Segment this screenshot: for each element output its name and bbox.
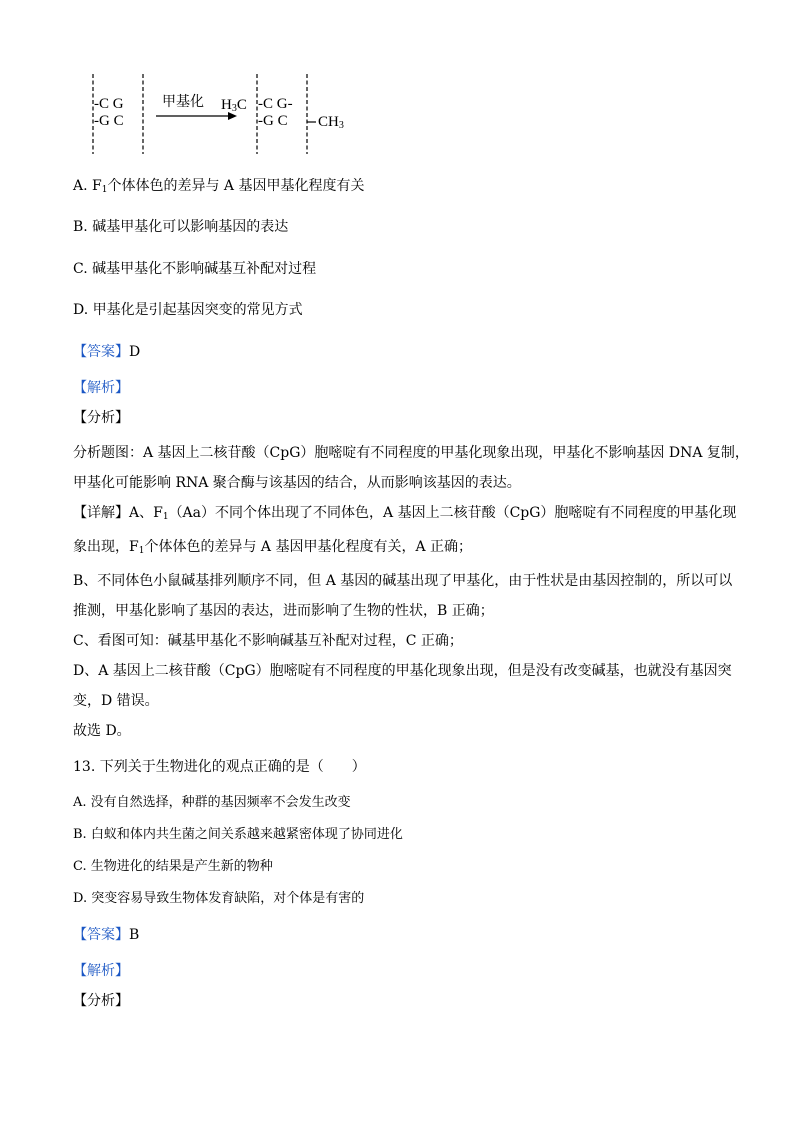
xiangjie-b-line-1: B、不同体色小鼠碱基排列顺序不同，但 A 基因的碱基出现了甲基化，由于性状是由基因控制的，所以可以 — [73, 573, 733, 589]
q13-answer: 【答案】B — [73, 927, 140, 943]
q12-answer — [73, 341, 140, 363]
xiangjie-d-line-2: 变，D 错误。 — [73, 693, 159, 709]
xiangjie-c-line: C、看图可知：碱基甲基化不影响碱基互补配对过程，C 正确； — [73, 633, 463, 649]
q13-option-d: D. 突变容易导致生物体发育缺陷，对个体是有害的 — [73, 891, 365, 906]
q13-option-a: A. 没有自然选择，种群的基因频率不会发生改变 — [73, 795, 351, 810]
q12-analysis-label: 【解析】 — [73, 380, 129, 396]
q13-analysis-label: 【解析】 — [73, 963, 129, 979]
conclusion: 故选 D。 — [73, 723, 131, 739]
arrow-label: 甲基化 — [162, 94, 204, 110]
q13-option-c: C. 生物进化的结果是产生新的物种 — [73, 859, 273, 874]
q13-option-b: B. 白蚁和体内共生菌之间关系越来越紧密体现了协同进化 — [73, 827, 403, 842]
left-bottom-pair: -G C — [94, 113, 124, 129]
answer-label: 【答案】 — [73, 344, 129, 360]
q12-xiangjie — [73, 498, 737, 746]
answer-value: D — [129, 344, 141, 360]
xiangjie-d-line-1: D、A 基因上二核苷酸（CpG）胞嘧啶有不同程度的甲基化现象出现，但是没有改变碱基，也就没有基因突 — [73, 663, 732, 679]
ch3-label: $CH_3$ — [318, 114, 344, 131]
h3c-label: $H_3C$ — [221, 97, 247, 114]
xiangjie-a-line-2: 象出现，$F_1$个体体色的差异与 A 基因甲基化程度有关，A 正确； — [73, 539, 473, 556]
q12-option-d: D. 甲基化是引起基因突变的常见方式 — [73, 302, 303, 318]
xiangjie-b-line-2: 推测，甲基化影响了基因的表达，进而影响了生物的性状，B 正确； — [73, 603, 494, 619]
xiangjie-a-line-1: 【详解】A、$F_1(Aa)$不同个体出现了不同体色，A 基因上二核苷酸（CpG）胞嘧啶有不同程度的甲基化现 — [73, 505, 737, 522]
methylation-diagram — [80, 72, 370, 156]
q13-stem: 13. 下列关于生物进化的观点正确的是（ ） — [73, 759, 366, 775]
q12-fenxi-text: 分析题图：A 基因上二核苷酸（CpG）胞嘧啶有不同程度的甲基化现象出现，甲基化不影响基因 DNA 复制， 甲基化可能影响 RNA 聚合酶与该基因的结合，从而影响该基因的表达。 — [73, 445, 749, 491]
right-top-pair: -C G- — [258, 96, 293, 112]
left-top-pair: -C G — [94, 96, 124, 112]
q12-option-c: C. 碱基甲基化不影响碱基互补配对过程 — [73, 261, 317, 277]
q12-option-b: B. 碱基甲基化可以影响基因的表达 — [73, 219, 289, 235]
q13-fenxi-label: 【分析】 — [73, 993, 129, 1009]
q12-fenxi-label: 【分析】 — [73, 410, 129, 426]
q12-option-a: A. $F_1$个体体色的差异与 A 基因甲基化程度有关 — [73, 178, 365, 195]
right-bottom-pair: -G C — [258, 113, 288, 129]
